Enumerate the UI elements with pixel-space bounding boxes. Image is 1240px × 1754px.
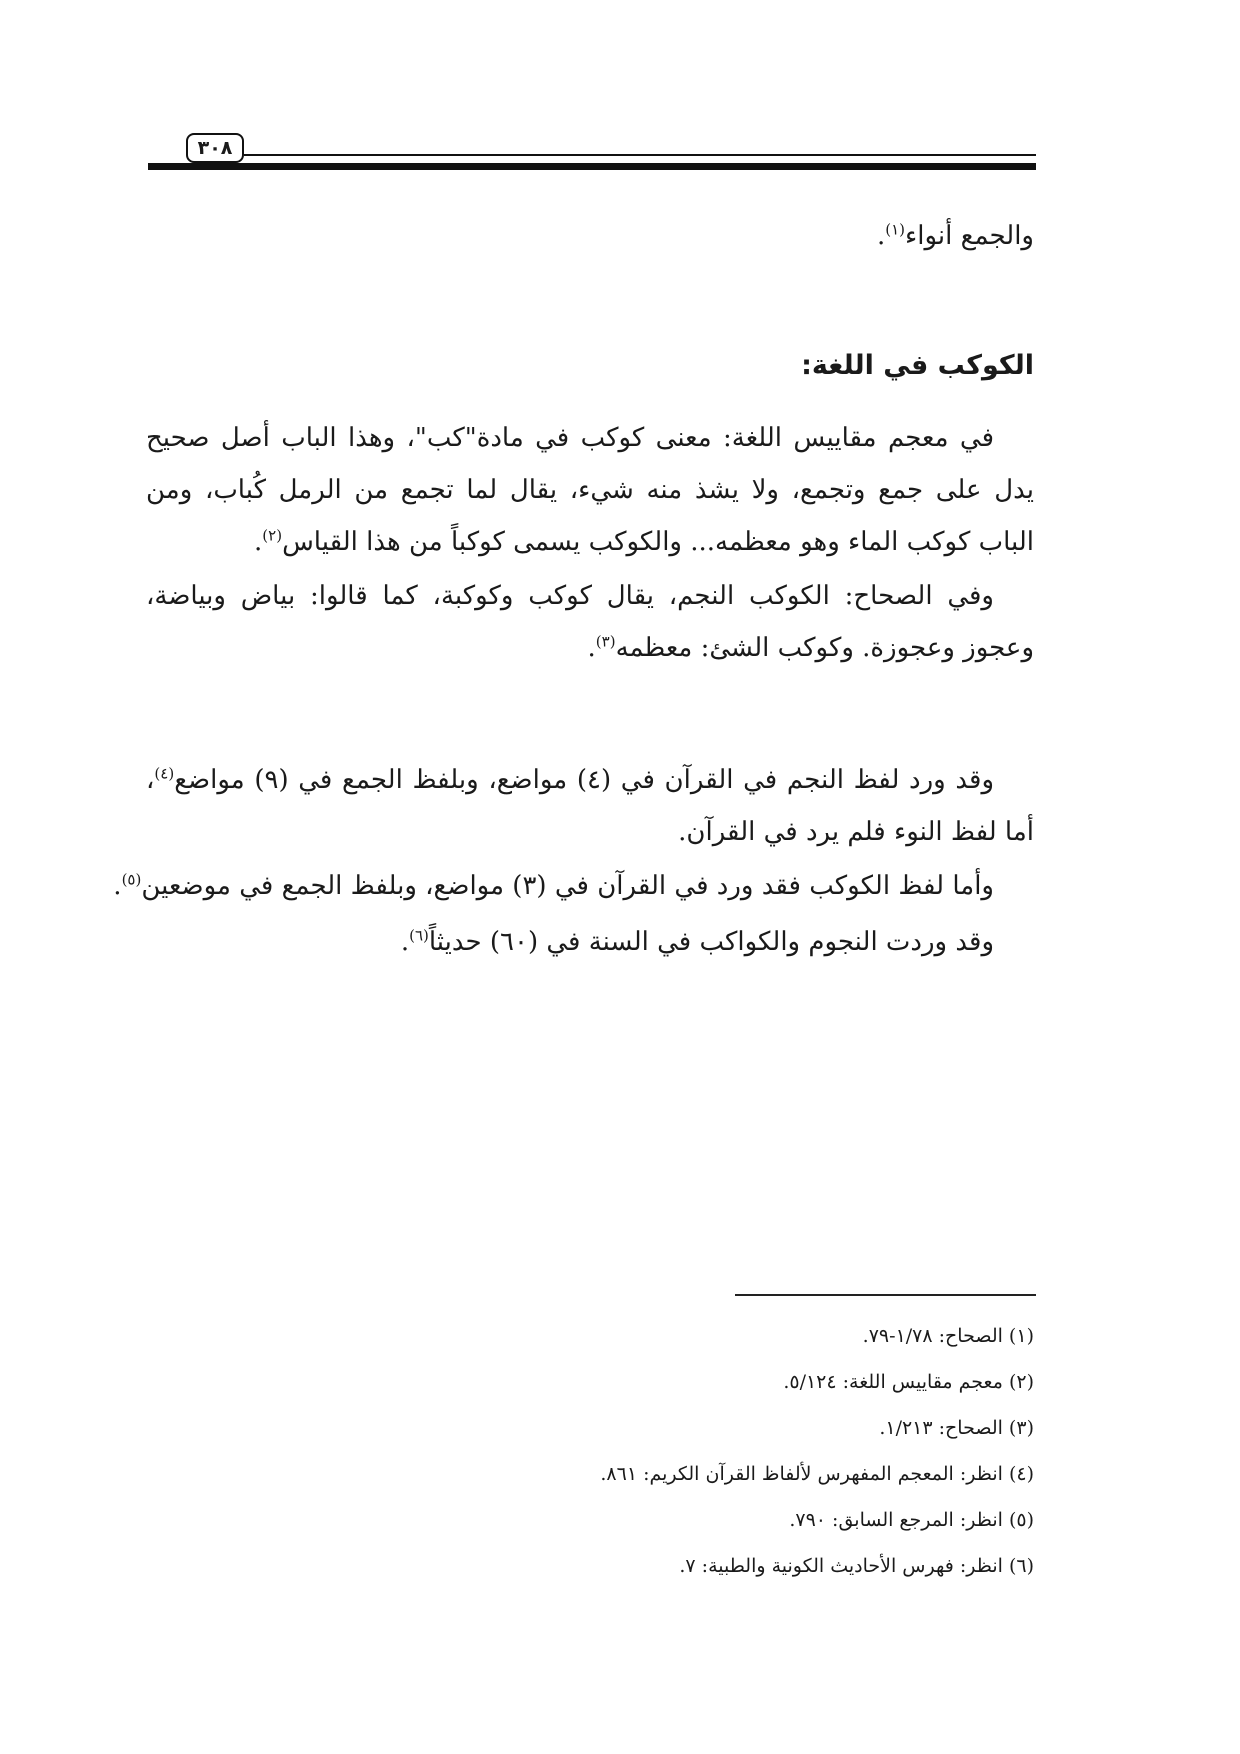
footnote-3: (٣) الصحاح: ١/٢١٣. xyxy=(879,1417,1034,1439)
paragraph-sunnah xyxy=(401,922,994,962)
section-heading: الكوكب في اللغة: xyxy=(801,350,1034,381)
paragraph-sihah-end: . xyxy=(587,633,596,663)
header-rule-left xyxy=(148,163,186,170)
footnote-2: (٢) معجم مقاييس اللغة: ٥/١٢٤. xyxy=(783,1371,1034,1393)
paragraph-lexicon xyxy=(146,412,1034,568)
intro-line xyxy=(877,216,1034,256)
footnote-ref-5[interactable]: (٥) xyxy=(121,870,142,889)
footnote-ref-6[interactable]: (٦) xyxy=(409,926,429,945)
para-indent xyxy=(994,581,1034,611)
paragraph-lexicon-text: في معجم مقاييس اللغة: معنى كوكب في مادة"كب"، وهذا الباب أصل صحيح يدل على جمع وتجمع، ولا يشذ منه شيء، يقال لما تجمع من الرمل كُباب، ومن الباب كوكب الماء وهو معظمه... والكوكب يسمى كوكباً من هذا القياس xyxy=(146,423,1034,557)
paragraph-sunnah-text: وقد وردت النجوم والكواكب في السنة في (٦٠) حديثاً xyxy=(428,927,994,957)
para-indent xyxy=(994,423,1034,453)
footnote-6: (٦) انظر: فهرس الأحاديث الكونية والطبية: ٧. xyxy=(679,1555,1034,1577)
paragraph-quran-najm-end: ، أما لفظ النوء فلم يرد في القرآن. xyxy=(146,765,1034,847)
paragraph-lexicon-end: . xyxy=(254,527,263,557)
page-number xyxy=(186,133,244,163)
footnote-1: (١) الصحاح: ١/٧٨-٧٩. xyxy=(862,1325,1034,1347)
intro-end: . xyxy=(876,221,886,251)
footnote-ref-2[interactable]: (٢) xyxy=(262,526,283,545)
paragraph-sunnah-end: . xyxy=(400,927,410,957)
header-rule-thick xyxy=(148,163,1036,170)
intro-text: والجمع أنواء xyxy=(905,221,1034,251)
paragraph-quran-najm-text: وقد ورد لفظ النجم في القرآن في (٤) مواضع، وبلفظ الجمع في (٩) مواضع xyxy=(174,765,994,795)
footnote-ref-3[interactable]: (٣) xyxy=(595,632,616,651)
paragraph-quran-kawkab-text: وأما لفظ الكوكب فقد ورد في القرآن في (٣) مواضع، وبلفظ الجمع في موضعين xyxy=(141,871,994,901)
paragraph-quran-kawkab-end: . xyxy=(113,871,122,901)
footnote-ref-1[interactable]: (١) xyxy=(885,220,906,239)
paragraph-sihah-text: وفي الصحاح: الكوكب النجم، يقال كوكب وكوكبة، كما قالوا: بياض وبياضة، وعجوز وعجوزة. وكوكب الشئ: معظمه xyxy=(146,581,1034,663)
paragraph-sihah xyxy=(146,570,1034,674)
para-indent xyxy=(994,765,1034,795)
paragraph-quran-kawkab xyxy=(113,866,994,906)
footnote-ref-4[interactable]: (٤) xyxy=(154,764,175,783)
footnote-5: (٥) انظر: المرجع السابق: ٧٩٠. xyxy=(789,1509,1034,1531)
footnote-4: (٤) انظر: المعجم المفهرس لألفاظ القرآن الكريم: ٨٦١. xyxy=(600,1463,1034,1485)
paragraph-quran-najm xyxy=(146,754,1034,858)
footnote-separator xyxy=(735,1294,1036,1296)
page-number-label: ٣٠٨ xyxy=(197,137,233,159)
header-rule-thin xyxy=(244,154,1036,156)
